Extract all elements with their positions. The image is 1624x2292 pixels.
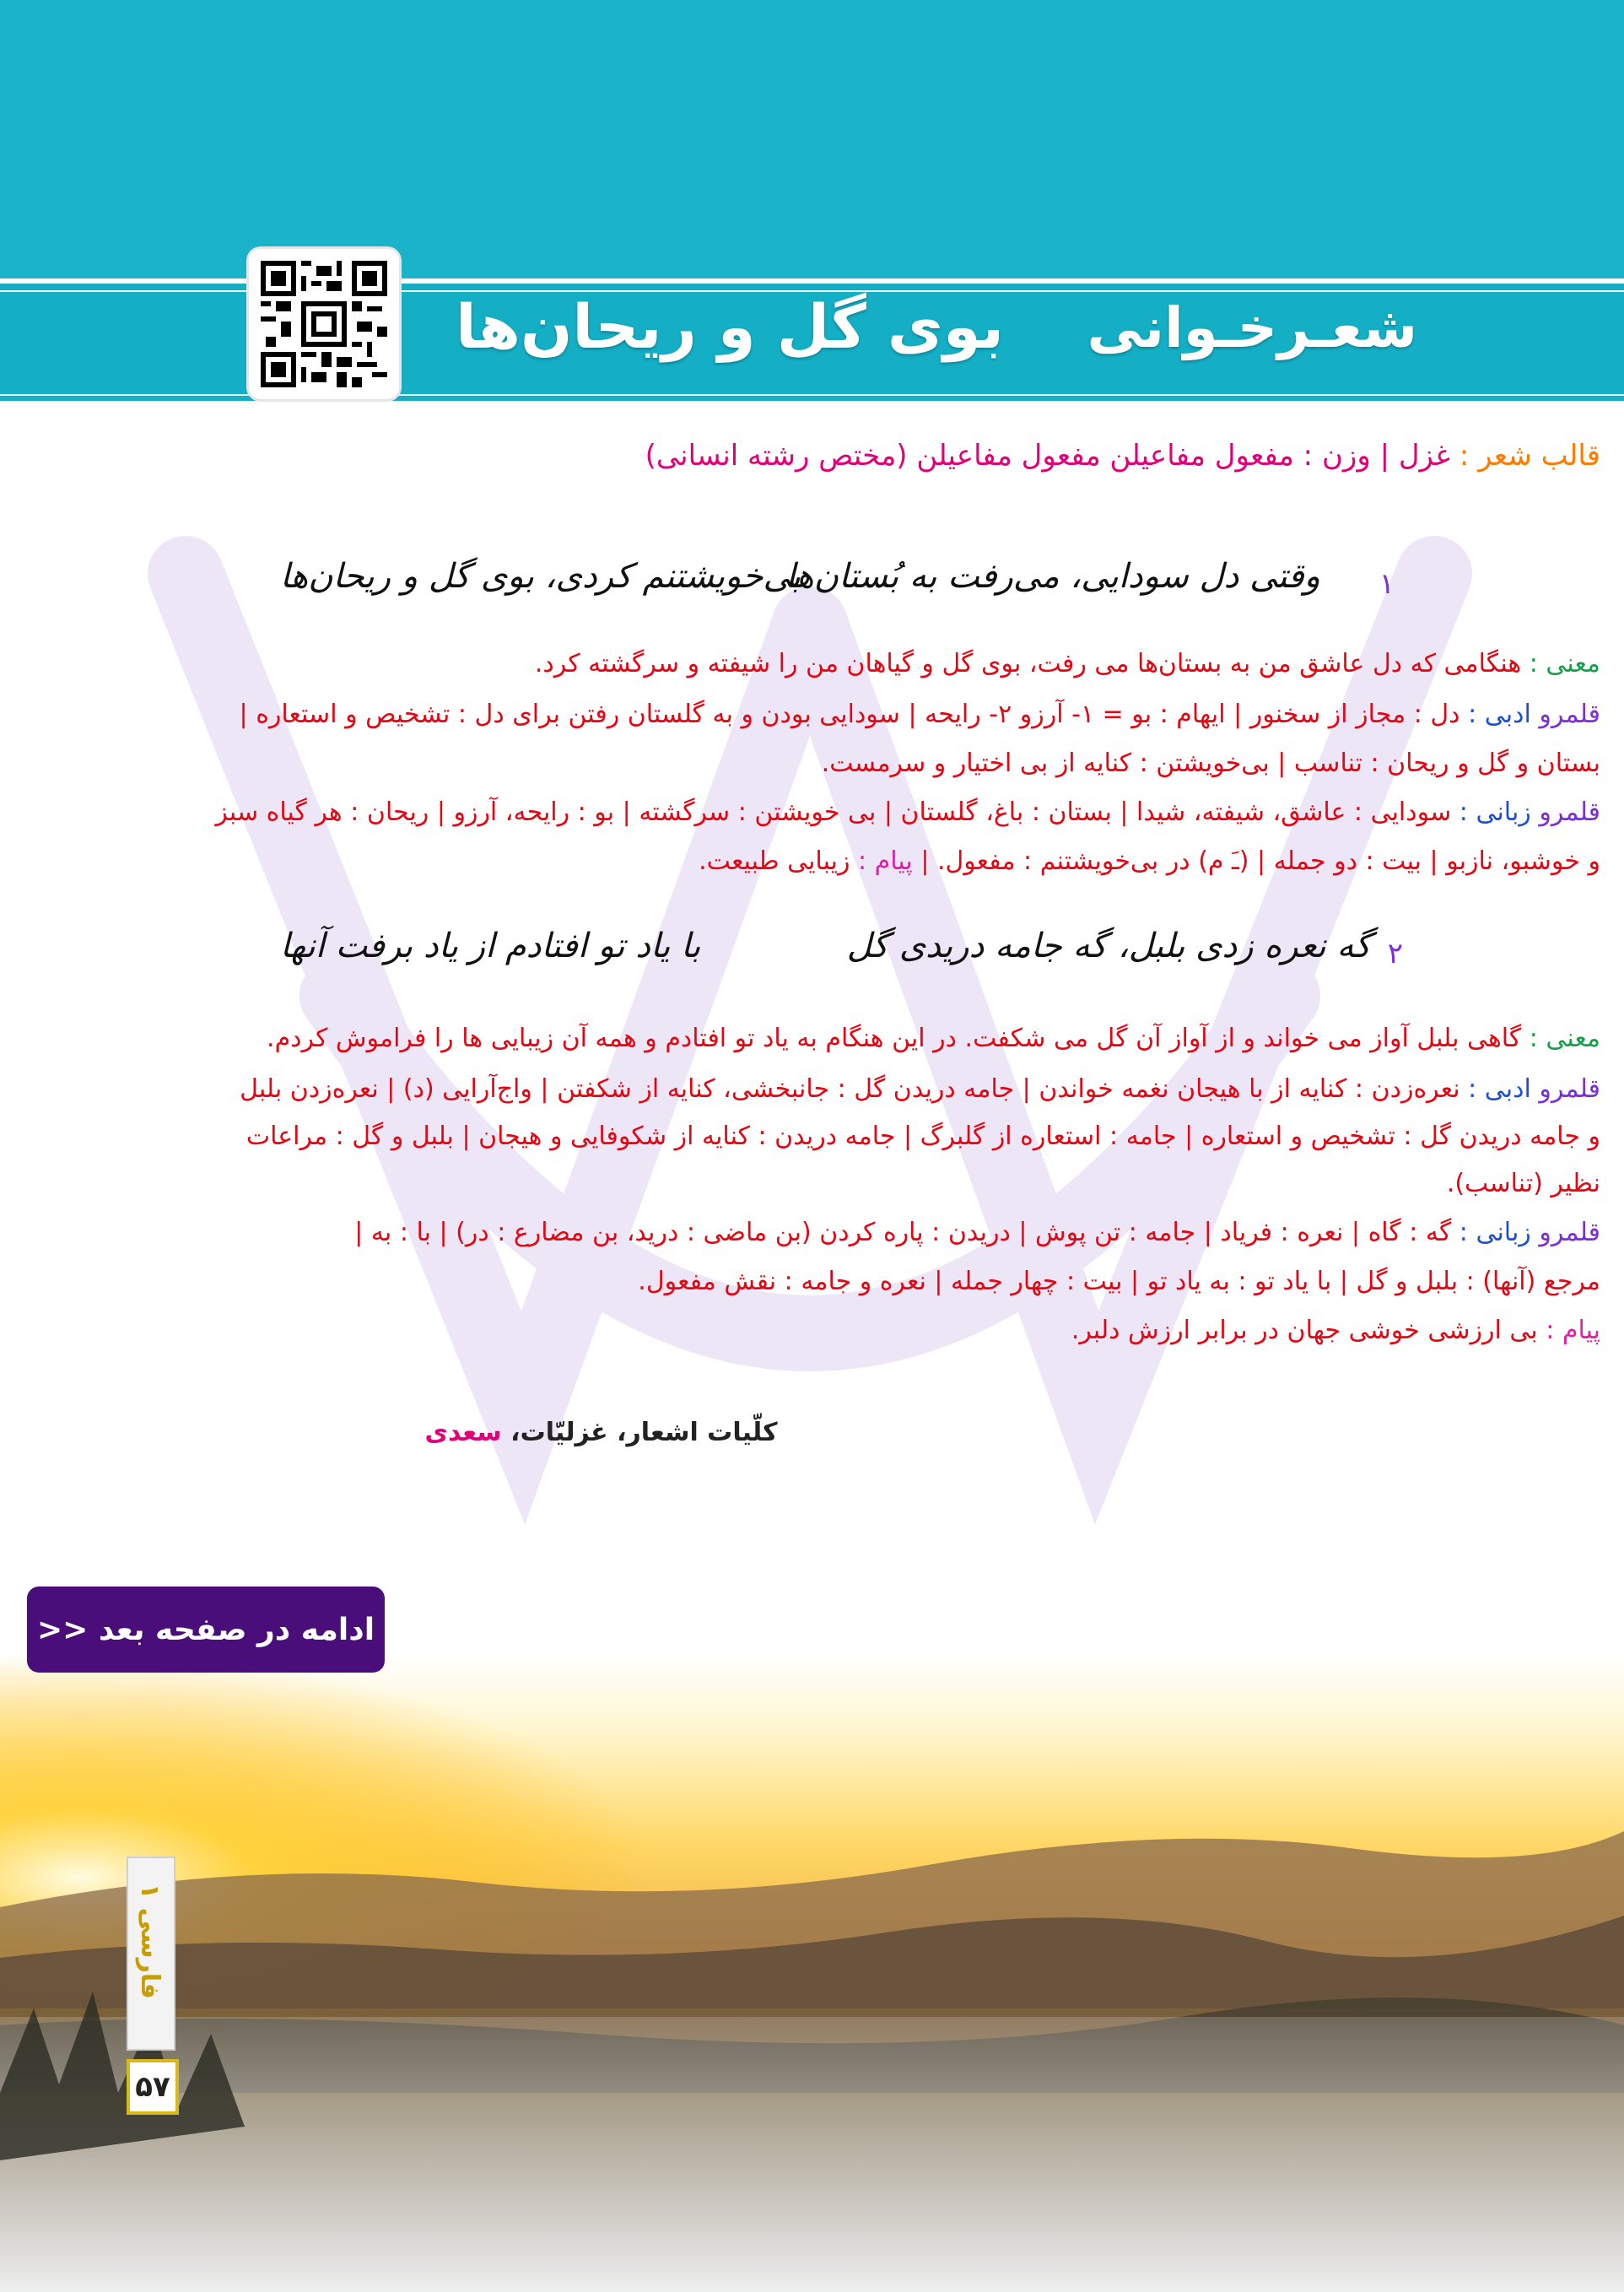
verse1-linguistic: قلمرو زبانی : سودایی : عاشق، شیفته، شیدا | بستان : باغ، گلستان | بی خویشتن : سرگشته | بو : رایحه، آرزو | ریحان : هر گیاه سبز xyxy=(215,797,1600,827)
verse2-linguistic: قلمرو زبانی : گه : گاه | نعره : فریاد | جامه : تن پوش | دریدن : پاره کردن (بن ماضی : درید، بن مضارع : در) | با : به | xyxy=(354,1218,1600,1247)
form-line: قالب شعر : غزل | وزن : مفعول مفاعیلن مفعول مفاعیلن (مختص رشته انسانی) xyxy=(645,439,1600,473)
form-label: قالب شعر xyxy=(1478,439,1600,473)
landscape-image xyxy=(0,1654,1624,2292)
verse1-linguistic-cont: و خوشبو، نازبو | بیت : دو جمله | (ـَ م) در بی‌خویشتنم : مفعول. | پیام : زیبایی طبیعت. xyxy=(699,846,1600,876)
source-credit xyxy=(0,1418,1624,1447)
verse1-right-hemistich: وقتی دل سودایی، می‌رفت به بُستان‌ها xyxy=(785,557,1320,596)
form-text: غزل | وزن : مفعول مفاعیلن مفعول مفاعیلن (مختص رشته انسانی) xyxy=(645,439,1451,473)
author-name: سعدی xyxy=(424,1418,502,1447)
verse1-meaning: معنی : هنگامی که دل عاشق من به بستان‌ها می رفت، بوی گل و گیاهان من را شیفته و سرگشته کرد. xyxy=(534,649,1600,678)
verse-number: ۲ xyxy=(1387,937,1403,970)
qr-code-icon[interactable] xyxy=(249,249,399,399)
continue-next-page-button[interactable]: ادامه در صفحه بعد << xyxy=(27,1587,385,1673)
verse1-literary: قلمرو ادبی : دل : مجاز از سخنور | ایهام : بو = ۱- آرزو ۲- رایحه | سودایی بودن و به گلستان رفتن برای دل : تشخیص و استعاره | xyxy=(239,700,1600,729)
verse2-meaning: معنی : گاهی بلبل آواز می خواند و از آواز آن گل می شکفت. در این هنگام به یاد تو افتادم و همه آن زیبایی ها را فراموش کردم. xyxy=(267,1024,1600,1053)
verse1-left-hemistich: بی‌خویشتنم کردی، بوی گل و ریحان‌ها xyxy=(280,557,801,596)
verse2-literary: قلمرو ادبی : نعره‌زدن : کنایه از با هیجان نغمه خواندن | جامه دریدن گل : جانبخشی، کنایه از شکفتن | واج‌آرایی (د) | نعره‌زدن بلبل xyxy=(240,1074,1600,1104)
verse2-right-hemistich: گه نعره زدی بلبل، گه جامه دریدی گل xyxy=(846,927,1371,965)
section-label: شعـرخـوانی xyxy=(1087,295,1417,360)
source-text: کلّیات اشعار، غزلیّات، xyxy=(510,1418,778,1447)
book-label-tab: فارسی ۱ xyxy=(127,1857,175,2051)
verse2-literary-cont2: نظیر (تناسب). xyxy=(1446,1169,1600,1198)
page-number: ۵۷ xyxy=(127,2059,179,2115)
verse1-literary-cont: بستان و گل و ریحان : تناسب | بی‌خویشتن : کنایه از بی اختیار و سرمست. xyxy=(821,749,1600,778)
verse2-left-hemistich: با یاد تو افتادم از یاد برفت آنها xyxy=(280,927,701,965)
poem-title: بوی گل و ریحان‌ها xyxy=(456,291,1005,362)
verse2-linguistic-cont: مرجع (آنها) : بلبل و گل | با یاد تو : به یاد تو | بیت : چهار جمله | نعره و جامه : نقش مفعول. xyxy=(638,1267,1600,1296)
header-background xyxy=(0,0,1624,278)
verse2-literary-cont: و جامه دریدن گل : تشخیص و استعاره | جامه : استعاره از گلبرگ | جامه دریدن : کنایه از شکوفایی و هیجان | بلبل و گل : مراعات xyxy=(245,1122,1600,1151)
verse2-message: پیام : بی ارزشی خوشی جهان در برابر ارزش دلبر. xyxy=(1071,1316,1600,1345)
verse-number: ۱ xyxy=(1379,567,1395,601)
